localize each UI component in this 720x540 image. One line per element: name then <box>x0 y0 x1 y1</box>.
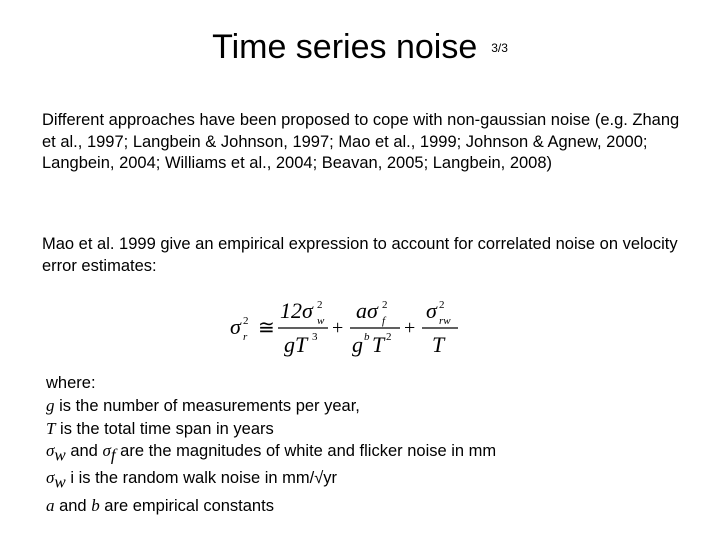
T-symbol: T <box>46 418 56 438</box>
term1-num-sup: 2 <box>317 299 323 311</box>
sigma-rw-sub: w <box>54 472 66 492</box>
a-b-text: are empirical constants <box>99 496 274 515</box>
a-symbol: a <box>46 495 55 515</box>
relation-sign: ≅ <box>258 317 275 339</box>
term3-num-sub: rw <box>439 315 451 327</box>
sigma-w-symbol: σ <box>46 441 55 461</box>
term1-num-sub: w <box>317 315 325 327</box>
mao-paragraph: Mao et al. 1999 give an empirical expression to account for correlated noise on velocity error estimates: <box>42 235 678 275</box>
plus-sign-2: + <box>404 317 416 339</box>
term2-num-sub: f <box>382 315 386 327</box>
sigma-w-sub: w <box>54 445 66 465</box>
definitions-list <box>46 372 496 517</box>
sigma-f-sub: f <box>110 445 116 465</box>
definition-T <box>46 418 496 441</box>
page-number: 3/3 <box>491 41 508 55</box>
definition-g <box>46 395 496 418</box>
lhs-sub: r <box>243 331 248 343</box>
lhs-sup: 2 <box>243 315 249 327</box>
term2-den-T: T <box>372 332 385 357</box>
g-text: is the number of measurements per year, <box>54 396 360 415</box>
slide-title: Time series noise <box>212 28 478 66</box>
plus-sign-1: + <box>332 317 344 339</box>
sigma-rw-symbol: σ <box>46 468 55 488</box>
definition-sigma-rw <box>46 467 496 494</box>
lhs-sigma: σ <box>230 314 241 339</box>
where-label: where: <box>46 374 96 392</box>
definition-sigma-w-f <box>46 440 496 467</box>
b-symbol: b <box>91 495 100 515</box>
sigma-f-symbol: σ <box>102 441 111 461</box>
sigma-rw-text: i is the random walk noise in mm/√yr <box>65 469 338 488</box>
g-symbol: g <box>46 395 55 415</box>
term2-den-sup: 2 <box>386 331 392 343</box>
velocity-error-formula <box>228 290 488 358</box>
T-text: is the total time span in years <box>55 419 274 438</box>
term2-den-b: b <box>364 331 370 343</box>
term3-numerator: σ <box>426 298 437 323</box>
sigma-w-f-text: are the magnitudes of white and flicker noise in mm <box>115 442 497 461</box>
intro-paragraph: Different approaches have been proposed to cope with non-gaussian noise (e.g. Zhang et al., 1997; Langbein & Johnson, 1997; Mao et al., 1999; Johnson & Agnew, 2000; Langbein, 2004; Williams et al., 2004; Beavan, 2005; Langbein, 2008) <box>42 111 680 172</box>
title-bar <box>0 28 720 67</box>
term2-den-g: g <box>352 332 363 357</box>
sigma-and-text: and <box>65 442 103 461</box>
term3-denominator: T <box>432 332 445 357</box>
term1-den-sup: 3 <box>312 331 318 343</box>
term1-denominator: gT <box>284 332 308 357</box>
definition-a-b <box>46 495 496 518</box>
term1-numerator: 12σ <box>280 298 313 323</box>
term2-numerator: aσ <box>356 298 378 323</box>
a-b-and: and <box>54 496 92 515</box>
term3-num-sup: 2 <box>439 299 445 311</box>
term2-num-sup: 2 <box>382 299 388 311</box>
